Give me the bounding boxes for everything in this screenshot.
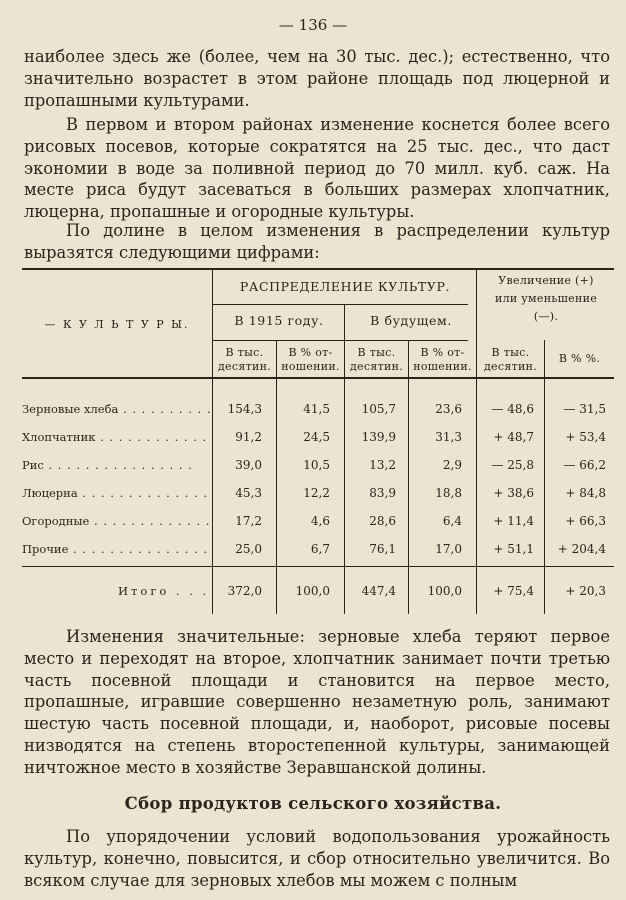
row-label: Зерновые хлеба . . . [22, 402, 212, 416]
cell: + 20,3 [565, 584, 606, 598]
total-label: Итого . . . [118, 584, 210, 598]
cell: + 11,4 [493, 514, 534, 528]
cell: 25,0 [235, 542, 262, 556]
subgroup-rule [212, 340, 468, 341]
cell: — 66,2 [563, 458, 606, 472]
paragraph-5 [24, 826, 610, 891]
cell: 6,4 [442, 514, 462, 528]
cell: 23,6 [435, 402, 462, 416]
cell: 31,3 [435, 430, 462, 444]
cell: 6,7 [310, 542, 330, 556]
cell: 83,9 [369, 486, 396, 500]
cell: 447,4 [361, 584, 396, 598]
col-header-change-3: (—). [533, 310, 559, 323]
cell: — 25,8 [491, 458, 534, 472]
col-header-change-2: или уменьшение [494, 292, 598, 305]
cell: 13,2 [369, 458, 396, 472]
h-tys-2a: В тыс. [357, 346, 396, 359]
h-tys-1a: В тыс. [225, 346, 264, 359]
col-divider-2 [276, 340, 277, 614]
paragraph-1: наиболее здесь же (более, чем на 30 тыс. дес.); естественно, что значительно возрастет в этом районе площадь под люцерной и пропашными культурами. [24, 47, 610, 110]
col-header-distribution: РАСПРЕДЕЛЕНИЕ КУЛЬТУР. [239, 279, 451, 294]
cell: + 75,4 [493, 584, 534, 598]
row-label: Рис . . . [22, 458, 212, 472]
row-label: Хлопчатник . . . [22, 430, 212, 444]
h-pct-3: В % %. [558, 352, 601, 365]
cell: 17,0 [435, 542, 462, 556]
col-divider-4 [408, 340, 409, 614]
col-header-crops: — К У Л Ь Т У Р Ы. [44, 318, 190, 331]
page-number: — 136 — [278, 16, 348, 34]
paragraph-2 [24, 114, 610, 223]
cell: 105,7 [361, 402, 396, 416]
h-tys-3b: десятин. [483, 360, 538, 373]
cell: + 66,3 [565, 514, 606, 528]
h-tys-3a: В тыс. [491, 346, 530, 359]
cell: + 51,1 [493, 542, 534, 556]
paragraph-3 [24, 220, 610, 264]
h-tys-1b: десятин. [217, 360, 272, 373]
cell: + 204,4 [557, 542, 606, 556]
h-pct-2b: ношении. [413, 360, 472, 373]
section-heading: Сбор продуктов сельского хозяйства. [124, 794, 502, 813]
h-pct-1b: ношении. [281, 360, 340, 373]
row-label: Прочие . . . [22, 542, 212, 556]
cell: 100,0 [427, 584, 462, 598]
cell: 4,6 [310, 514, 330, 528]
cell: 41,5 [303, 402, 330, 416]
h-pct-2a: В % от- [420, 346, 465, 359]
cell: 10,5 [303, 458, 330, 472]
cell: + 84,8 [565, 486, 606, 500]
cell: + 38,6 [493, 486, 534, 500]
col-divider-6 [544, 340, 545, 614]
sub-header-future: В будущем. [370, 313, 452, 328]
cell: 100,0 [295, 584, 330, 598]
cell: 2,9 [442, 458, 462, 472]
paragraph-5-text: По упорядочении условий водопользования урожайность культур, конечно, повысится, и сбор относительно увеличится. Во всяком случае для зерновых хлебов мы можем с полным [24, 827, 610, 890]
cell: 372,0 [227, 584, 262, 598]
cell: 45,3 [235, 486, 262, 500]
header-bottom-rule [22, 377, 614, 379]
cell: — 31,5 [563, 402, 606, 416]
cell: 139,9 [361, 430, 396, 444]
cell: 24,5 [303, 430, 330, 444]
paragraph-3-text: По долине в целом изменения в распределении культур выразятся следующими цифрами: [24, 221, 610, 262]
group-rule [212, 304, 468, 305]
cell: 12,2 [303, 486, 330, 500]
paragraph-4-text: Изменения значительные: зерновые хлеба теряют первое место и переходят на второе, хлопчатник занимает почти третью часть посевной площади и становится на первое место, пропашные, игравшие совершенно незаметную роль, занимают шестую часть посевной площади, и, наоборот, рисовые посевы низводятся на степень второстепенной культуры, занимающей ничтожное место в хозяйстве Зеравшанской долины. [24, 627, 610, 777]
cell: 18,8 [435, 486, 462, 500]
cell: 39,0 [235, 458, 262, 472]
cell: 28,6 [369, 514, 396, 528]
cell: 154,3 [227, 402, 262, 416]
total-rule [22, 566, 614, 567]
paragraph-4 [24, 626, 610, 779]
sub-header-1915: В 1915 году. [234, 313, 324, 328]
row-label: Огородные . . . [22, 514, 212, 528]
cell: — 48,6 [491, 402, 534, 416]
cell: + 48,7 [493, 430, 534, 444]
cell: + 53,4 [565, 430, 606, 444]
cell: 91,2 [235, 430, 262, 444]
cell: 76,1 [369, 542, 396, 556]
h-pct-1a: В % от- [288, 346, 333, 359]
paragraph-2-text: В первом и втором районах изменение коснется более всего рисовых посевов, которые сократятся на 25 тыс. дес., что даст экономии в воде за поливной период до 70 милл. куб. саж. На месте риса будут засеваться в больших размерах хлопчатник, люцерна, пропашные и огородные культуры. [24, 115, 610, 222]
h-tys-2b: десятин. [349, 360, 404, 373]
table-top-rule [22, 268, 614, 270]
crop-distribution-table [22, 268, 614, 614]
col-header-change-1: Увеличение (+) [498, 274, 594, 287]
cell: 17,2 [235, 514, 262, 528]
row-label: Люцерна . . . [22, 486, 212, 500]
